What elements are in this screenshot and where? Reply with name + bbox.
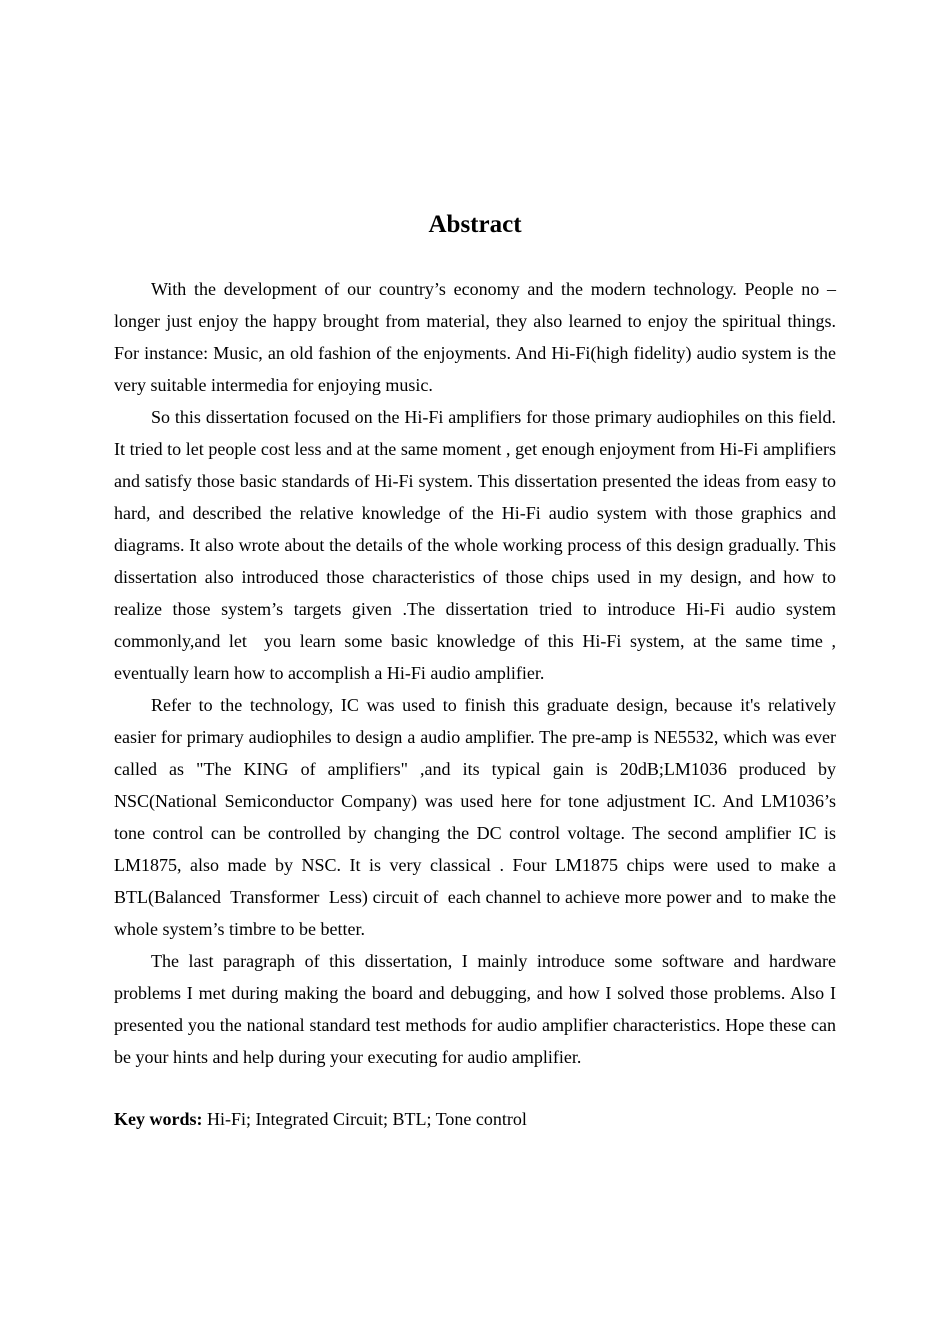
abstract-paragraph-3: Refer to the technology, IC was used to finish this graduate design, because it's relatively easier for primary audiophiles to design a audio amplifier. The pre-amp is NE5532, which was ever called as "The KING of amplifiers" ,and its typical gain is 20dB;LM1036 produced by NSC(National Semiconductor Company) was used here for tone adjustment IC. And LM1036’s tone control can be controlled by changing the DC control voltage. The second amplifier IC is LM1875, also made by NSC. It is very classical . Four LM1875 chips were used to make a BTL(Balanced Transformer Less) circuit of each channel to achieve more power and to make the whole system’s timbre to be better. — [114, 695, 841, 939]
keywords-line — [114, 1103, 836, 1135]
abstract-paragraph-1: With the development of our country’s economy and the modern technology. People no – longer just enjoy the happy brought from material, they also learned to enjoy the spiritual things. For instance: Music, an old fashion of the enjoyments. And Hi-Fi(high fidelity) audio system is the very suitable intermedia for enjoying music. — [114, 279, 841, 395]
abstract-paragraph-2: So this dissertation focused on the Hi-Fi amplifiers for those primary audiophiles on this field. It tried to let people cost less and at the same moment , get enough enjoyment from Hi-Fi amplifiers and satisfy those basic standards of Hi-Fi system. This dissertation presented the ideas from easy to hard, and described the relative knowledge of the Hi-Fi audio system with those graphics and diagrams. It also wrote about the details of the whole working process of this design gradually. This dissertation also introduced those characteristics of those chips used in my design, and how to realize those system’s targets given .The dissertation tried to introduce Hi-Fi audio system commonly,and let you learn some basic knowledge of this Hi-Fi system, at the same time , eventually learn how to accomplish a Hi-Fi audio amplifier. — [114, 407, 841, 683]
keywords-text: Hi-Fi; Integrated Circuit; BTL; Tone control — [202, 1109, 527, 1129]
page-title: Abstract — [428, 211, 522, 238]
abstract-body — [114, 273, 841, 1073]
keywords-label: Key words: — [114, 1109, 203, 1129]
abstract-paragraph-4: The last paragraph of this dissertation, I mainly introduce some software and hardware problems I met during making the board and debugging, and how I solved those problems. Also I presented you the national standard test methods for audio amplifier characteristics. Hope these can be your hints and help during your executing for audio amplifier. — [114, 951, 841, 1067]
